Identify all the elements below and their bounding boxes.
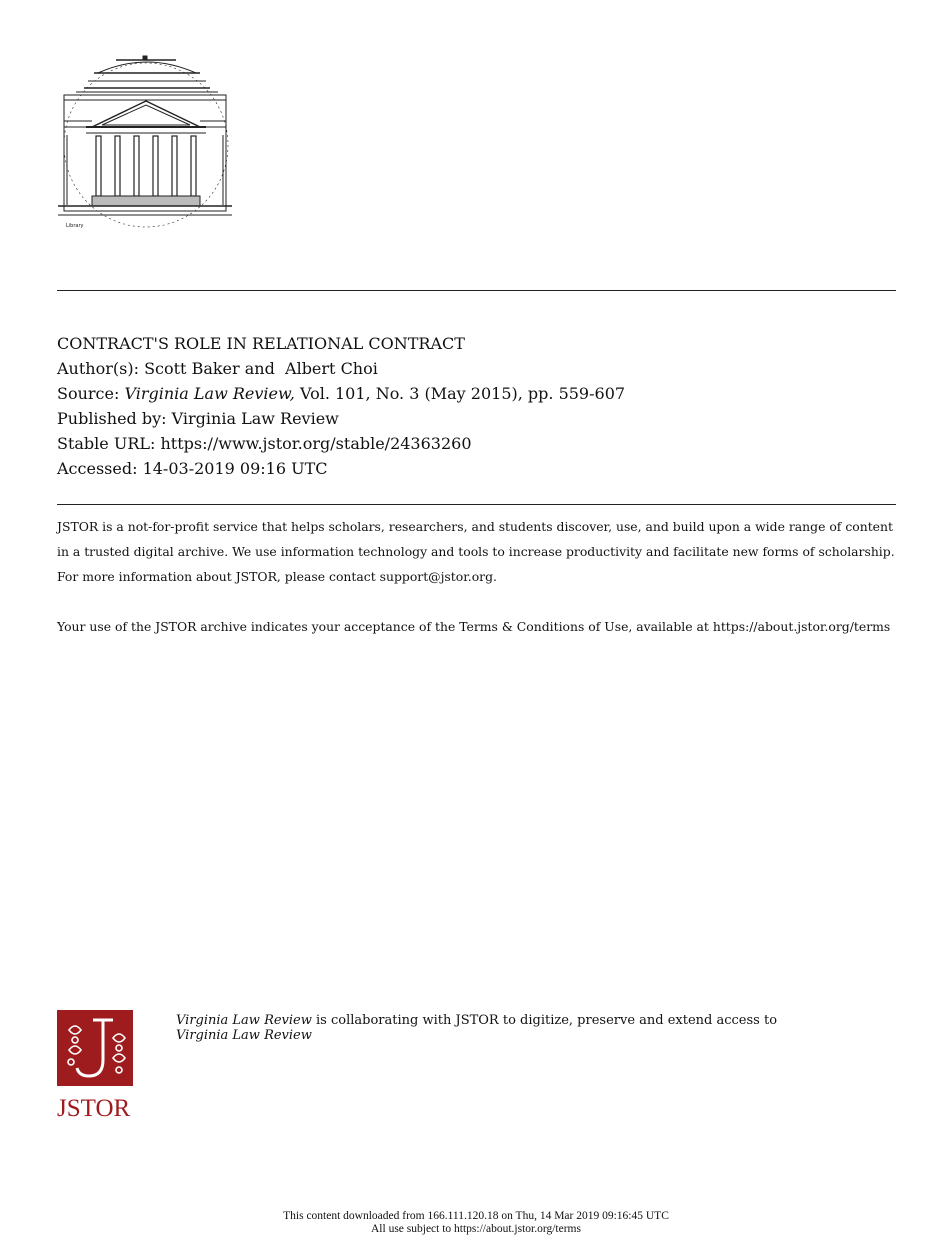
accessed-label: Accessed: (57, 459, 138, 478)
jstor-wordmark: JSTOR (57, 1095, 131, 1122)
source-label: Source: (57, 384, 120, 403)
stable-url-line (57, 431, 897, 456)
jstor-notice (57, 514, 897, 664)
authors: Scott Baker and Albert Choi (144, 359, 378, 378)
collab-text: is collaborating with JSTOR to digitize, preserve and extend access to (311, 1013, 778, 1028)
collab-publisher: Virginia Law Review (176, 1013, 312, 1028)
middle-divider (57, 504, 896, 505)
download-footer (0, 1210, 952, 1236)
source-line (57, 381, 897, 406)
publisher: Virginia Law Review (171, 409, 339, 428)
accessed-line (57, 456, 897, 481)
authors-label: Author(s): (57, 359, 139, 378)
article-metadata (57, 331, 897, 481)
stable-url-link[interactable]: https://www.jstor.org/stable/24363260 (160, 434, 472, 453)
footer-line-2: All use subject to https://about.jstor.org/terms (371, 1223, 581, 1235)
source-details: Vol. 101, No. 3 (May 2015), pp. 559-607 (299, 384, 626, 403)
jstor-logo (57, 1010, 133, 1123)
jstor-emblem-icon (57, 1010, 133, 1086)
notice-paragraph-2: Your use of the JSTOR archive indicates your acceptance of the Terms & Conditions of Use, available at https://about.jstor.org/terms (57, 619, 891, 634)
collaboration-statement (176, 1013, 876, 1043)
rotunda-logo (56, 55, 234, 231)
accessed-date: 14-03-2019 09:16 UTC (142, 459, 328, 478)
collab-journal: Virginia Law Review (176, 1028, 312, 1043)
authors-line (57, 356, 897, 381)
article-title: CONTRACT'S ROLE IN RELATIONAL CONTRACT (57, 334, 465, 353)
footer-line-1: This content downloaded from 166.111.120.18 on Thu, 14 Mar 2019 09:16:45 UTC (283, 1210, 669, 1222)
notice-paragraph-1: JSTOR is a not-for-profit service that helps scholars, researchers, and students discover, use, and build upon a wide range of content in a trusted digital archive. We use information technology and tools to increase productivity and facilitate new forms of scholarship. For more information about JSTOR, please contact support@jstor.org. (57, 519, 895, 584)
stable-url-label: Stable URL: (57, 434, 156, 453)
logo-caption: Library (66, 223, 84, 229)
published-label: Published by: (57, 409, 167, 428)
top-divider (57, 290, 896, 291)
publisher-line (57, 406, 897, 431)
source-journal: Virginia Law Review, (124, 384, 295, 403)
